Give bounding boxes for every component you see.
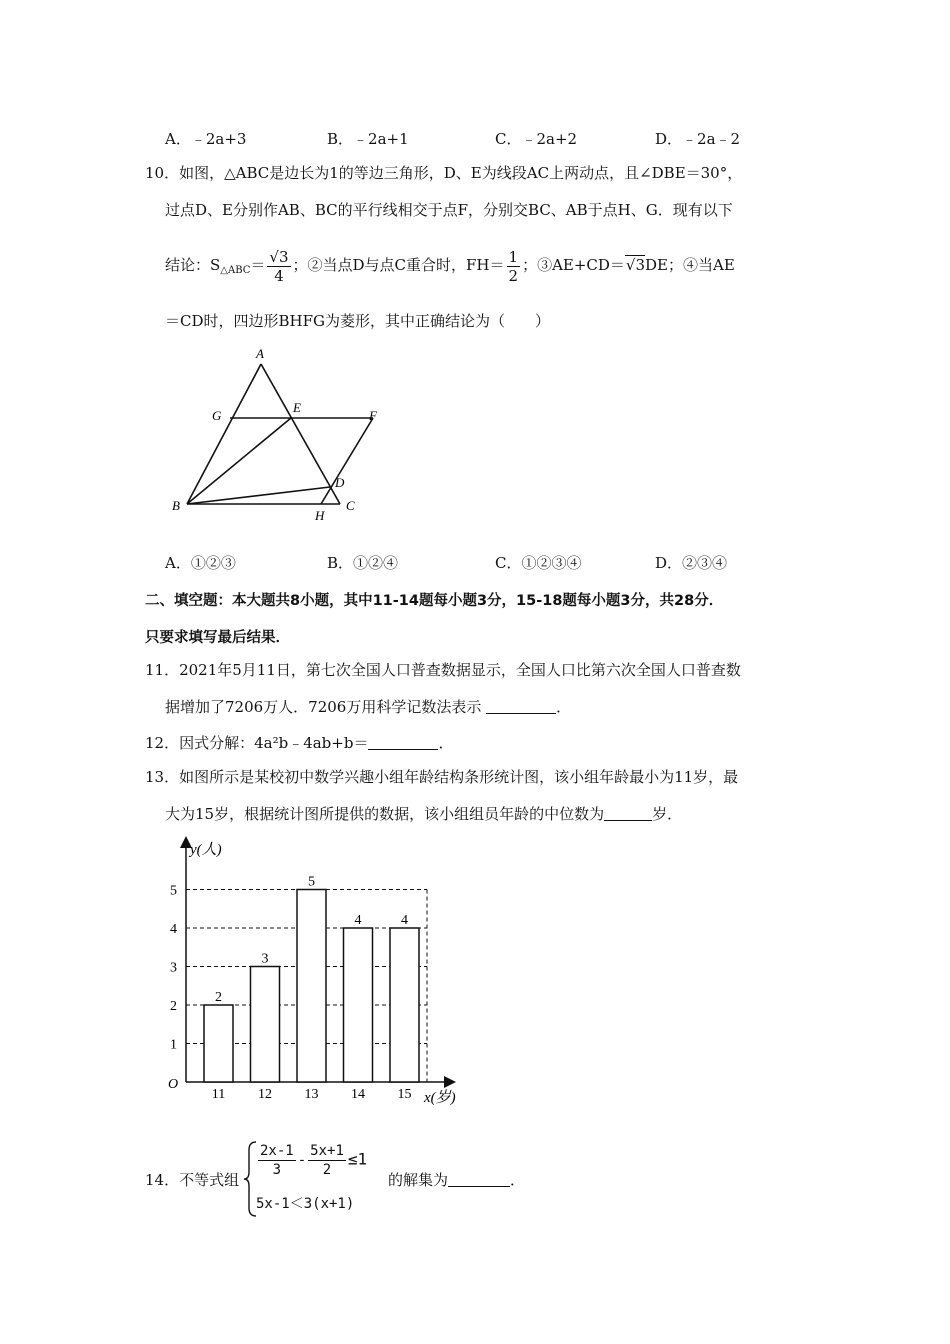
minus-sign: - xyxy=(297,1152,307,1169)
age-bar-chart xyxy=(160,832,480,1117)
area-subscript: △ABC xyxy=(220,265,251,276)
q12-end: ． xyxy=(438,734,454,752)
bar-value-label: 5 xyxy=(308,874,315,890)
fraction-5x+1-over-2: $\frac{5x+1}{2}$ xyxy=(310,1143,344,1178)
q10-line1 xyxy=(145,162,742,183)
bar xyxy=(297,890,326,1083)
q14-prefix: 14．不等式组 xyxy=(145,1171,240,1189)
bar xyxy=(204,1005,233,1082)
q11-end: ． xyxy=(556,698,572,716)
q10-line3 xyxy=(165,247,735,289)
y-tick-label: 2 xyxy=(170,999,177,1014)
q12 xyxy=(145,732,453,753)
origin-label: O xyxy=(168,1077,179,1092)
label-a: A xyxy=(256,346,264,361)
q14-suffix xyxy=(388,1169,525,1190)
label-g: G xyxy=(212,408,222,423)
q13-text-2: 大为15岁，根据统计图所提供的数据，该小组组员年龄的中位数为 xyxy=(165,805,605,823)
q12-answer-blank[interactable] xyxy=(368,735,438,750)
label-f: F xyxy=(369,408,377,423)
fraction-sqrt3-over-4: $\frac{√3}{4}$ xyxy=(269,247,289,285)
label-d: D xyxy=(335,475,345,490)
inequality-1 xyxy=(256,1142,367,1179)
conclusion-3: ；③AE+CD＝ xyxy=(522,256,625,274)
q11-answer-blank[interactable] xyxy=(486,699,556,714)
q10-number: 10． xyxy=(145,164,180,182)
x-tick-label: 15 xyxy=(397,1087,412,1102)
bar xyxy=(251,967,280,1083)
bar-value-label: 4 xyxy=(401,913,408,928)
q13-answer-blank[interactable] xyxy=(604,806,652,821)
sqrt3: √3 xyxy=(625,256,646,274)
label-c: C xyxy=(346,498,355,513)
q11-line1: 11．2021年5月11日，第七次全国人口普查数据显示，全国人口比第六次全国人口普查数 xyxy=(145,661,741,679)
q10-option-a: A．①②③ xyxy=(165,554,236,572)
bar-value-label: 3 xyxy=(261,951,269,967)
q13-line2 xyxy=(165,803,682,824)
q9-option-d: D．﹣2a﹣2 xyxy=(655,130,741,148)
bar xyxy=(344,928,373,1082)
bar-value-label: 4 xyxy=(354,913,362,928)
q13-line1: 13．如图所示是某校初中数学兴趣小组年龄结构条形统计图，该小组年龄最小为11岁，最 xyxy=(145,768,739,786)
q10-option-d: D．②③④ xyxy=(655,554,728,572)
label-b: B xyxy=(172,498,180,513)
q14-answer-blank[interactable] xyxy=(448,1172,510,1187)
conclusion-4: DE；④当AE xyxy=(645,256,735,274)
q9-options xyxy=(165,128,865,148)
x-tick-label: 11 xyxy=(211,1087,226,1102)
area-label: 结论：S xyxy=(165,256,221,274)
eq-sign: ＝ xyxy=(250,256,266,274)
q10-line4: ＝CD时，四边形BHFG为菱形，其中正确结论为（ ） xyxy=(165,312,550,330)
y-tick-label: 3 xyxy=(170,960,177,976)
label-h: H xyxy=(315,508,325,523)
y-axis-title: y(人) xyxy=(190,842,222,858)
x-tick-label: 13 xyxy=(304,1087,319,1102)
q12-text: 12．因式分解：4a²b﹣4ab+b＝ xyxy=(145,734,369,752)
q14-end: ． xyxy=(510,1171,526,1189)
y-tick-label: 5 xyxy=(170,883,177,899)
q11-line2 xyxy=(165,696,571,717)
fraction-one-half: $\frac{1}{2}$ xyxy=(508,247,519,285)
y-tick-label: 1 xyxy=(170,1037,177,1053)
bar-value-label: 2 xyxy=(215,990,222,1005)
q9-option-a: A．﹣2a+3 xyxy=(165,130,247,148)
q10-line2: 过点D、E分别作AB、BC的平行线相交于点F，分别交BC、AB于点H、G．现有以下 xyxy=(165,201,733,219)
triangle-figure xyxy=(160,340,400,530)
x-axis-title: x(岁) xyxy=(424,1090,456,1106)
q10-option-c: C．①②③④ xyxy=(495,554,582,572)
conclusion-2: ；②当点D与点C重合时，FH＝ xyxy=(292,256,505,274)
q10-text-1: 如图，△ABC是边长为1的等边三角形，D、E为线段AC上两动点，且∠DBE＝30°， xyxy=(179,164,743,182)
q14-suffix-text: 的解集为 xyxy=(388,1171,449,1189)
section-heading: 二、填空题：本大题共8小题，其中11-14题每小题3分，15-18题每小题3分，共28分． xyxy=(145,593,724,609)
y-tick-label: 4 xyxy=(170,922,177,937)
q11-text-2: 据增加了7206万人．7206万用科学记数法表示 xyxy=(165,698,482,716)
x-tick-label: 14 xyxy=(351,1087,365,1102)
fraction-2x-1-over-3: $\frac{2x-1}{3}$ xyxy=(260,1143,294,1178)
q9-option-b: B．﹣2a+1 xyxy=(327,130,409,148)
q13-end: 岁． xyxy=(652,805,683,823)
inequality-2: 5x-1＜3(x+1) xyxy=(256,1196,355,1212)
bar xyxy=(390,928,419,1082)
x-tick-label: 12 xyxy=(258,1087,272,1102)
label-e: E xyxy=(293,400,301,415)
leq-one: ≤1 xyxy=(347,1149,368,1169)
q10-option-b: B．①②④ xyxy=(327,554,399,572)
q10-options xyxy=(165,552,865,572)
section-subheading: 只要求填写最后结果． xyxy=(145,630,290,646)
q9-option-c: C．﹣2a+2 xyxy=(495,130,578,148)
